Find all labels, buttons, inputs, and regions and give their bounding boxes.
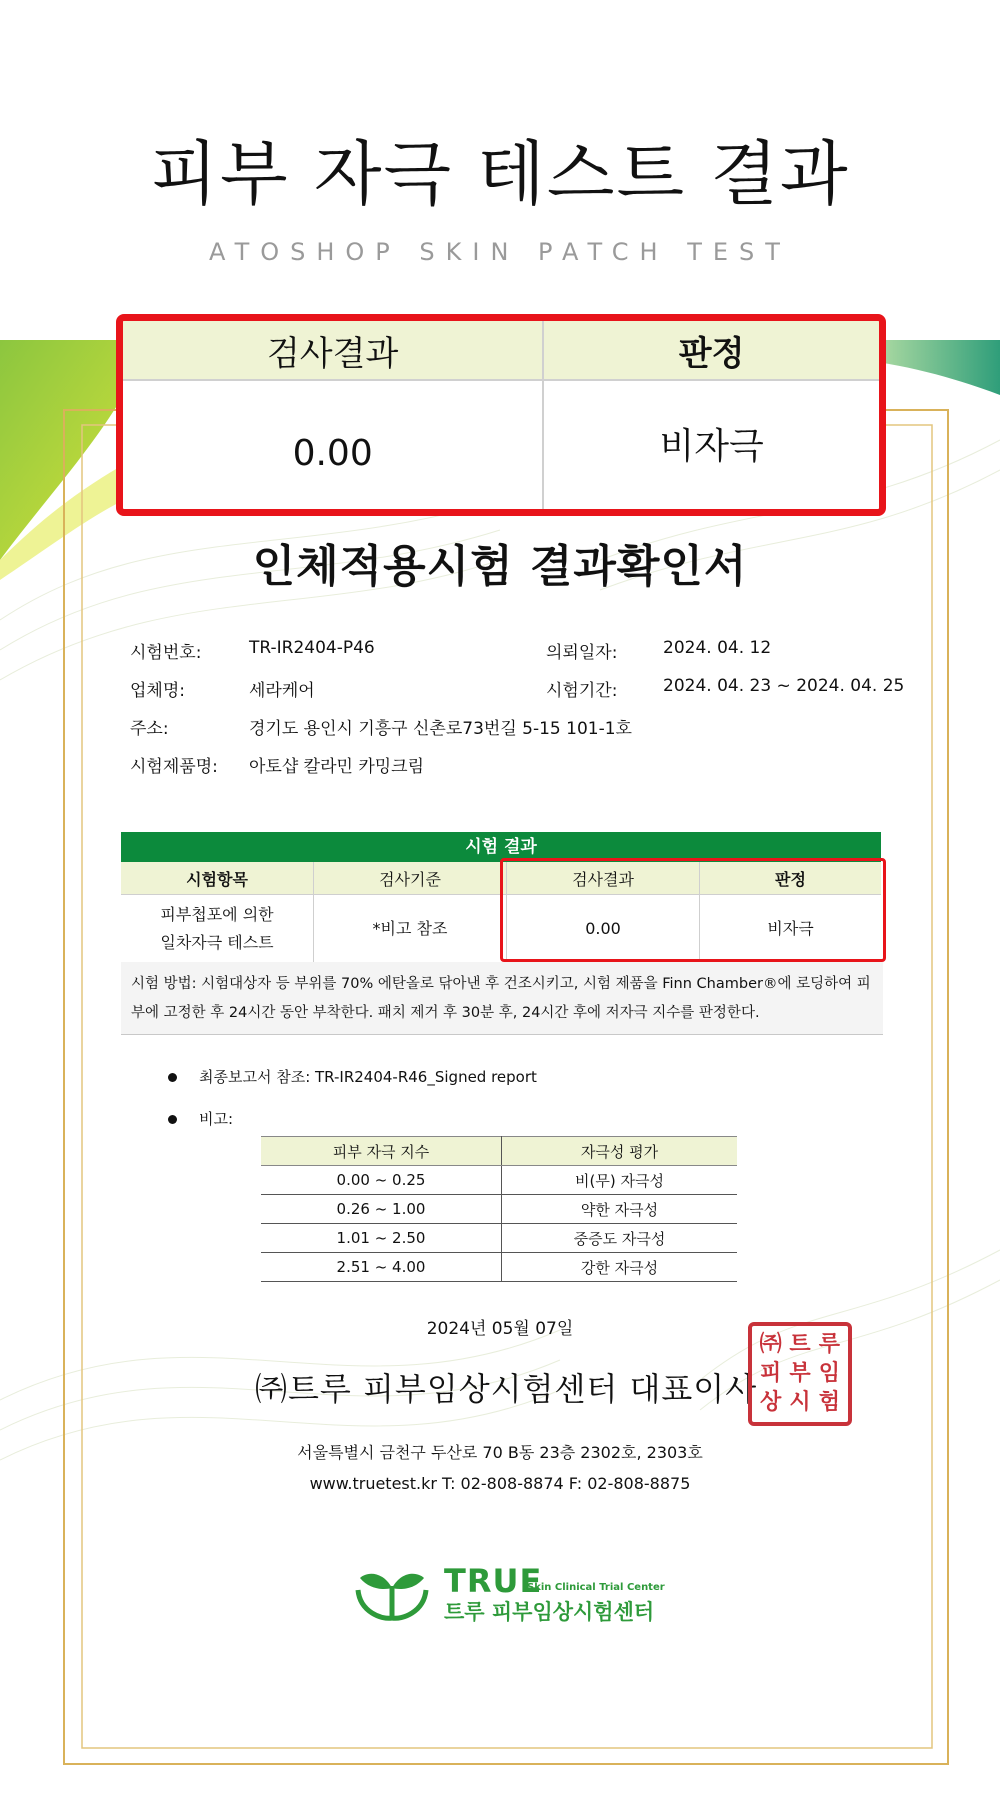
request-date-value: 2024. 04. 12 xyxy=(663,638,772,658)
summary-header-result: 검사결과 xyxy=(123,321,543,380)
period-value: 2024. 04. 23 ~ 2024. 04. 25 xyxy=(663,676,905,696)
issuer-name: ㈜트루 피부임상시험센터 대표이사 xyxy=(255,1370,758,1408)
seal-char: 상 xyxy=(760,1390,782,1416)
test-method-text: 시험 방법: 시험대상자 등 부위를 70% 에탄올로 닦아낸 후 건조시키고, 시험 제품을 Finn Chamber®에 로딩하여 피부에 고정한 후 24시간 동안 부착한다. 패치 제거 후 30분 후, 24시간 후에 저자극 지수를 판정한다. xyxy=(121,962,883,1035)
product-label: 시험제품명: xyxy=(130,757,218,777)
sprout-logo-icon xyxy=(352,1560,432,1622)
note-label: 비고: xyxy=(199,1110,234,1128)
table-row xyxy=(261,1253,737,1282)
irritation-index-table xyxy=(261,1136,737,1282)
test-no-label: 시험번호: xyxy=(130,643,202,663)
logo-korean-name: 트루 피부임상시험센터 xyxy=(444,1600,655,1624)
page-subtitle: ATOSHOP SKIN PATCH TEST xyxy=(209,238,791,266)
issuer-address: 서울특별시 금천구 두산로 70 B동 23층 2302호, 2303호 xyxy=(297,1443,703,1462)
result-criteria-cell: *비고 참조 xyxy=(314,895,507,964)
final-report-bullet xyxy=(168,1066,537,1087)
logo-tagline: Skin Clinical Trial Center xyxy=(527,1582,665,1593)
product-value: 아토샵 칼라민 카밍크림 xyxy=(249,757,425,777)
index-col-score: 피부 자극 지수 xyxy=(261,1137,502,1166)
index-eval: 비(무) 자극성 xyxy=(502,1166,738,1195)
table-row xyxy=(261,1166,737,1195)
result-highlight-box xyxy=(500,858,886,962)
index-range: 2.51 ~ 4.00 xyxy=(261,1253,502,1282)
seal-char: 시 xyxy=(789,1390,811,1416)
index-range: 0.26 ~ 1.00 xyxy=(261,1195,502,1224)
result-col-criteria: 검사기준 xyxy=(314,862,507,895)
period-label: 시험기간: xyxy=(546,681,618,701)
test-no-value: TR-IR2404-P46 xyxy=(249,638,375,658)
table-row xyxy=(261,1224,737,1253)
address-label: 주소: xyxy=(130,719,169,739)
index-eval: 강한 자극성 xyxy=(502,1253,738,1282)
result-item-line1: 피부첩포에 의한 xyxy=(160,905,274,924)
result-value-cell: 0.00 xyxy=(507,895,700,964)
summary-result-box xyxy=(116,314,886,516)
logo-wordmark: TRUE xyxy=(444,1562,543,1600)
result-item-line2: 일차자극 테스트 xyxy=(160,933,274,952)
company-label: 업체명: xyxy=(130,681,185,701)
seal-char: 부 xyxy=(789,1360,811,1386)
document-title: 인체적용시험 결과확인서 xyxy=(252,541,748,592)
seal-char: 험 xyxy=(818,1390,840,1416)
final-report-text: 최종보고서 참조: TR-IR2404-R46_Signed report xyxy=(199,1068,537,1086)
bullet-dot-icon xyxy=(168,1073,177,1082)
seal-char: ㈜ xyxy=(759,1331,782,1357)
note-bullet xyxy=(168,1108,233,1129)
seal-char: 피 xyxy=(760,1360,782,1386)
result-item-cell xyxy=(121,895,314,964)
result-col-result: 검사결과 xyxy=(507,862,700,895)
bullet-dot-icon xyxy=(168,1115,177,1124)
address-value: 경기도 용인시 기흥구 신촌로73번길 5-15 101-1호 xyxy=(249,719,632,739)
index-eval: 약한 자극성 xyxy=(502,1195,738,1224)
result-table-title: 시험 결과 xyxy=(121,832,881,862)
issuer-contact: www.truetest.kr T: 02-808-8874 F: 02-808-8875 xyxy=(309,1474,691,1493)
index-range: 1.01 ~ 2.50 xyxy=(261,1224,502,1253)
summary-judgement-value: 비자극 xyxy=(659,426,764,467)
summary-header-judgement: 판정 xyxy=(543,321,879,380)
summary-result-value: 0.00 xyxy=(123,380,543,509)
page-title: 피부 자극 테스트 결과 xyxy=(150,133,850,215)
index-col-eval: 자극성 평가 xyxy=(502,1137,738,1166)
index-range: 0.00 ~ 0.25 xyxy=(261,1166,502,1195)
company-value: 세라케어 xyxy=(249,681,315,701)
company-seal-stamp xyxy=(748,1322,852,1426)
table-row xyxy=(261,1195,737,1224)
result-judgement-cell: 비자극 xyxy=(767,919,814,938)
seal-char: 루 xyxy=(818,1331,840,1357)
seal-char: 임 xyxy=(818,1360,840,1386)
request-date-label: 의뢰일자: xyxy=(546,643,618,663)
index-eval: 중증도 자극성 xyxy=(502,1224,738,1253)
issue-date: 2024년 05월 07일 xyxy=(426,1319,574,1339)
seal-char: 트 xyxy=(789,1331,811,1357)
result-col-item: 시험항목 xyxy=(121,862,314,895)
result-col-judgement: 판정 xyxy=(700,862,882,895)
